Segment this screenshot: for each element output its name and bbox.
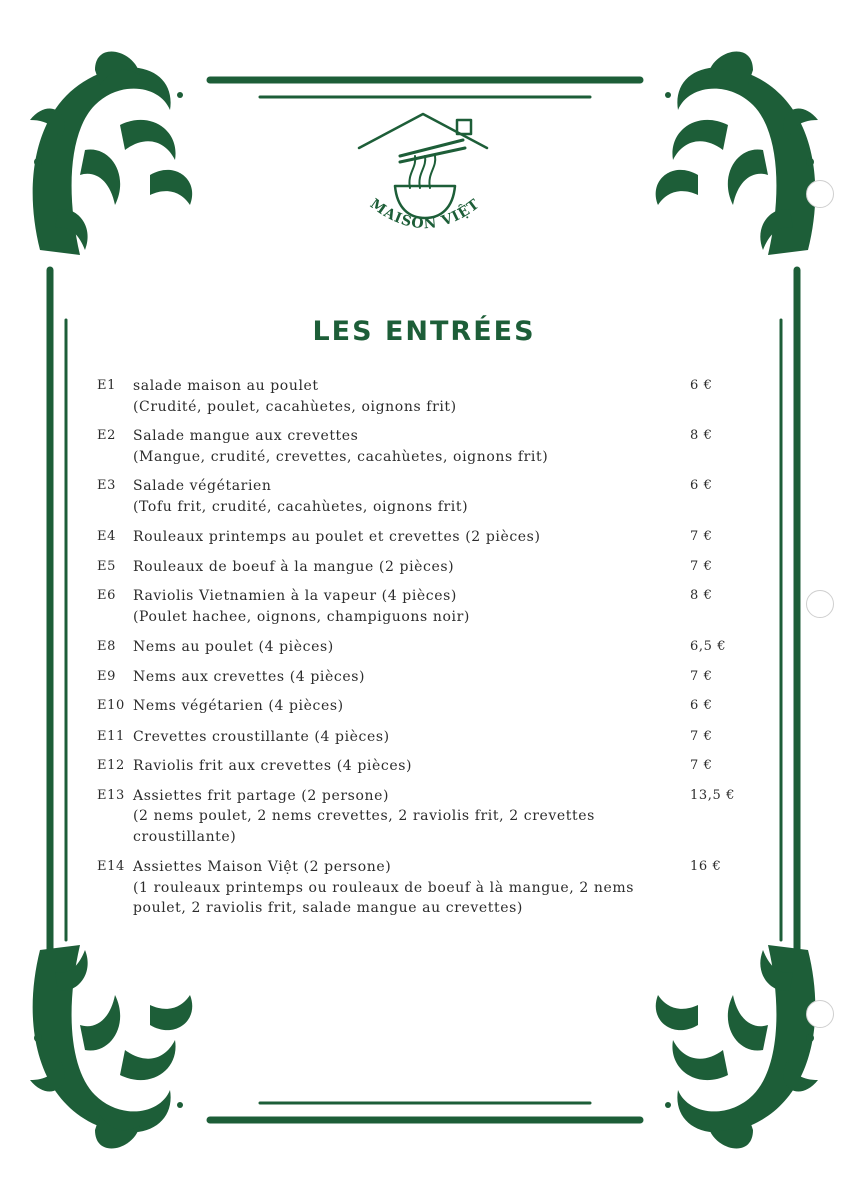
logo-text: MAISON VIỆT <box>366 195 483 233</box>
item-code: E4 <box>97 529 116 544</box>
item-price: 7 € <box>690 558 713 574</box>
svg-text:MAISON VIỆT <box>367 196 483 232</box>
menu-item <box>97 696 737 717</box>
item-name: Crevettes croustillante (4 pièces) <box>133 728 390 745</box>
binder-hole <box>806 590 834 618</box>
item-price: 13,5 € <box>690 787 735 803</box>
item-code: E14 <box>97 859 125 874</box>
item-price: 6 € <box>690 698 713 713</box>
binder-hole <box>806 1000 834 1028</box>
item-price: 16 € <box>690 859 722 874</box>
menu-item <box>97 376 737 417</box>
menu-item <box>97 476 737 517</box>
item-price: 8 € <box>690 428 713 443</box>
menu-item <box>97 667 737 688</box>
binder-hole <box>806 180 834 208</box>
item-name: Salade mangue aux crevettes <box>133 428 359 444</box>
corner-ornament-top-left <box>30 51 192 255</box>
item-name: Rouleaux printemps au poulet et crevettes (2 pièces) <box>133 529 541 545</box>
item-name: salade maison au poulet <box>133 378 319 394</box>
menu-item <box>97 426 737 467</box>
item-name: Nems végétarien (4 pièces) <box>133 698 344 714</box>
item-code: E9 <box>97 668 116 684</box>
menu-item <box>97 786 737 848</box>
item-name: Nems aux crevettes (4 pièces) <box>133 668 366 685</box>
item-price: 6 € <box>690 478 713 493</box>
menu-item <box>97 586 737 627</box>
item-desc: (Poulet hachee, oignons, champiguons noir) <box>133 608 470 625</box>
item-code: E6 <box>97 588 116 603</box>
item-desc: (2 nems poulet, 2 nems crevettes, 2 raviolis frit, 2 crevettes croustillante) <box>133 808 595 845</box>
item-name: Nems au poulet (4 pièces) <box>133 639 334 655</box>
item-price: 6,5 € <box>690 639 727 654</box>
menu-list <box>97 376 737 916</box>
item-desc: (Tofu frit, crudité, cacahùetes, oignons frit) <box>133 498 469 515</box>
item-code: E10 <box>97 698 125 713</box>
menu-item <box>97 527 737 548</box>
item-code: E5 <box>97 558 116 574</box>
page-title: LES ENTRÉES <box>312 316 536 347</box>
item-price: 7 € <box>690 728 713 744</box>
item-code: E11 <box>97 728 125 744</box>
item-price: 7 € <box>690 758 713 773</box>
item-desc: (1 rouleaux printemps ou rouleaux de boeuf à là mangue, 2 nems poulet, 2 raviolis frit, salade mangue au crevettes) <box>133 879 635 916</box>
item-code: E2 <box>97 428 116 443</box>
maison-viet-logo <box>355 108 495 248</box>
item-name: Raviolis frit aux crevettes (4 pièces) <box>133 758 413 774</box>
item-name: Assiettes frit partage (2 persone) <box>133 787 390 804</box>
menu-item <box>97 637 737 658</box>
item-code: E12 <box>97 758 125 773</box>
item-name: Assiettes Maison Việt (2 persone) <box>133 859 392 875</box>
item-desc: (Mangue, crudité, crevettes, cacahùetes, oignons frit) <box>133 448 549 465</box>
item-price: 7 € <box>690 668 713 684</box>
item-code: E8 <box>97 639 116 654</box>
item-price: 6 € <box>690 378 713 393</box>
menu-item <box>97 756 737 777</box>
item-name: Raviolis Vietnamien à la vapeur (4 pièces) <box>133 588 457 604</box>
item-code: E1 <box>97 378 116 393</box>
item-name: Salade végétarien <box>133 478 272 494</box>
item-code: E3 <box>97 478 116 493</box>
menu-item <box>97 727 737 748</box>
item-name: Rouleaux de boeuf à la mangue (2 pièces) <box>133 558 455 575</box>
item-price: 8 € <box>690 588 713 603</box>
menu-item <box>97 557 737 578</box>
item-desc: (Crudité, poulet, cacahùetes, oignons frit) <box>133 398 457 415</box>
item-code: E13 <box>97 787 125 803</box>
item-price: 7 € <box>690 529 713 544</box>
menu-item <box>97 857 737 919</box>
